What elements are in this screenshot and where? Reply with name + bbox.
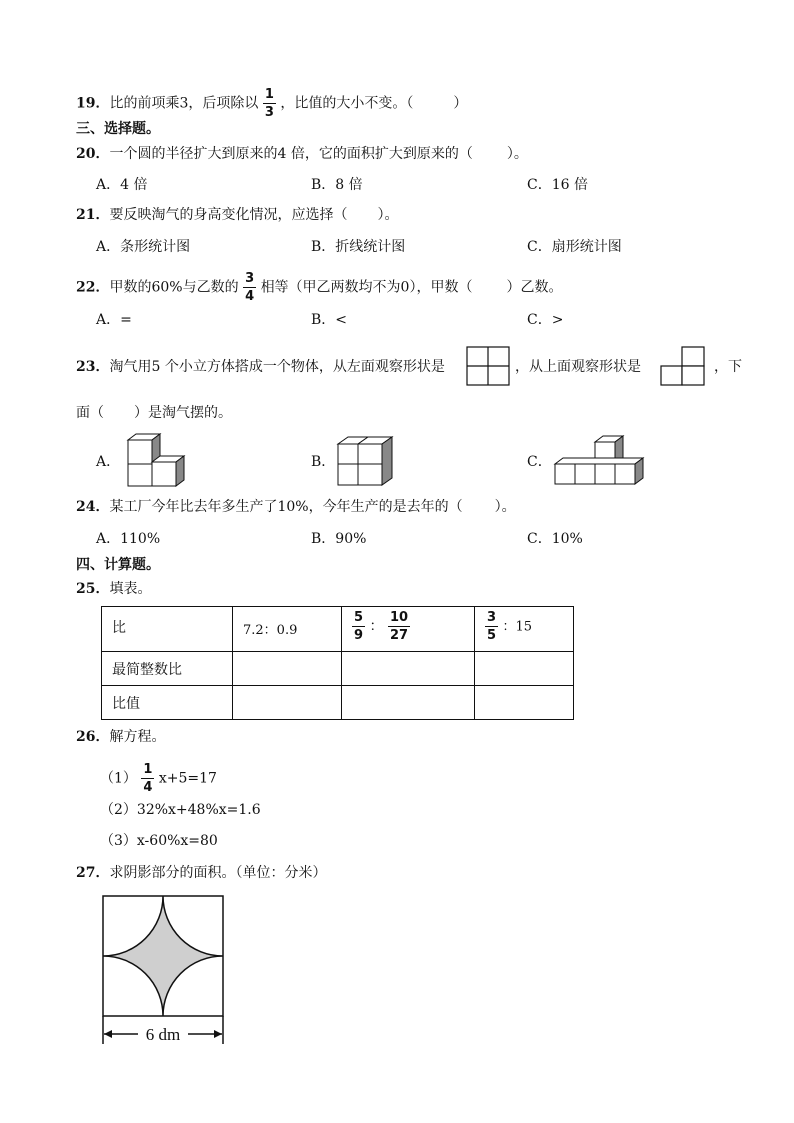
- ratio-cell-1: 7.2：0.9: [233, 607, 342, 652]
- q22-text-b: 相等（甲乙两数均不为0），甲数（: [260, 279, 473, 296]
- fraction: $\frac{1}{3}$: [264, 87, 274, 120]
- ratio-cell-2: [342, 607, 475, 652]
- section-heading-calc: 四、计算题。: [76, 557, 160, 573]
- top-view-figure: [660, 346, 706, 386]
- paren-close: ）: [453, 95, 468, 112]
- section-heading-choice: 三、选择题。: [76, 121, 160, 137]
- question-number: 26．: [76, 729, 110, 745]
- equation-2: （2）32%x+48%x=1.6: [100, 802, 261, 818]
- table-row: [102, 652, 574, 686]
- fraction: $\frac{10}{27}$: [389, 610, 409, 643]
- q26-text: 解方程。: [109, 729, 166, 745]
- q21-option-b[interactable]: B．折线统计图: [311, 239, 406, 255]
- table-row: [102, 607, 574, 652]
- q23-line2: [76, 406, 232, 420]
- answer-cell[interactable]: [475, 652, 574, 686]
- cube-figure-a[interactable]: [124, 432, 192, 488]
- paren-close: ）。: [494, 499, 516, 515]
- q21-option-c[interactable]: C．扇形统计图: [527, 239, 622, 255]
- eq-label: （1）: [100, 770, 137, 787]
- q23-option-b[interactable]: B．: [311, 454, 336, 470]
- answer-cell[interactable]: [233, 652, 342, 686]
- ratio-rest: ：15: [502, 619, 533, 635]
- question-number: 20．: [76, 146, 110, 162]
- q24-text: 某工厂今年比去年多生产了10%，今年生产的是去年的（: [109, 499, 463, 515]
- q25-text: 填表。: [109, 581, 152, 597]
- q20-text: 一个圆的半径扩大到原来的4 倍，它的面积扩大到原来的（: [109, 146, 473, 162]
- cube-figure-c[interactable]: [553, 434, 649, 486]
- q23-text-c: ，下: [714, 359, 742, 375]
- dimension-label: 6 dm: [145, 1025, 181, 1044]
- question-number: 22．: [76, 279, 110, 296]
- row-label: 比值: [102, 686, 233, 720]
- row-label: 比: [102, 607, 233, 652]
- q24-option-c[interactable]: C．10%: [527, 531, 583, 547]
- q19-text-b: ，比值的大小不变。（: [280, 95, 414, 112]
- q24-option-b[interactable]: B．90%: [311, 531, 367, 547]
- ratio-table: [101, 606, 574, 720]
- question-number: 27．: [76, 865, 110, 881]
- cube-figure-b[interactable]: [334, 434, 396, 488]
- q21-option-a[interactable]: A．条形统计图: [96, 239, 191, 255]
- answer-cell[interactable]: [342, 686, 475, 720]
- ratio-sep: ：: [369, 618, 384, 635]
- eq-text: x+5=17: [158, 770, 217, 787]
- left-view-figure: [466, 346, 510, 386]
- fraction: $\frac{3}{5}$: [487, 610, 497, 643]
- table-row: [102, 686, 574, 720]
- q23-text-a: 淘气用5 个小立方体搭成一个物体，从左面观察形状是: [109, 359, 445, 375]
- q23-option-a[interactable]: A．: [96, 454, 121, 470]
- q24-option-a[interactable]: A．110%: [96, 531, 161, 547]
- q20-option-b[interactable]: B．8 倍: [311, 177, 363, 193]
- q23-text-b: ，从上面观察形状是: [515, 359, 641, 375]
- q24: [76, 500, 516, 514]
- paren-close: ）。: [506, 146, 528, 162]
- paren-close: ）乙数。: [506, 279, 563, 296]
- equation-1: [100, 763, 217, 794]
- q27: [76, 866, 326, 880]
- answer-cell[interactable]: [475, 686, 574, 720]
- q19-text-a: 比的前项乘3，后项除以: [109, 95, 259, 112]
- q23-line2-text: 面（: [76, 405, 104, 421]
- q20-option-c[interactable]: C．16 倍: [527, 177, 588, 193]
- q21-text: 要反映淘气的身高变化情况，应选择（: [109, 207, 348, 223]
- q27-text: 求阴影部分的面积。（单位：分米）: [109, 865, 327, 881]
- paren-close: ）。: [377, 207, 399, 223]
- q25: [76, 582, 151, 596]
- q23: [76, 360, 445, 374]
- fraction: $\frac{3}{4}$: [245, 271, 255, 304]
- q20-option-a[interactable]: A．4 倍: [96, 177, 148, 193]
- q22-option-b[interactable]: B．<: [311, 312, 348, 328]
- q22-option-c[interactable]: C．>: [527, 312, 564, 328]
- question-number: 21．: [76, 207, 110, 223]
- question-number: 24．: [76, 499, 110, 515]
- q26: [76, 730, 165, 744]
- answer-cell[interactable]: [342, 652, 475, 686]
- q22-text-a: 甲数的60%与乙数的: [109, 279, 239, 296]
- q22: [76, 272, 562, 303]
- answer-cell[interactable]: [233, 686, 342, 720]
- equation-3: （3）x-60%x=80: [100, 833, 218, 849]
- row-label: 最简整数比: [102, 652, 233, 686]
- q23-option-c[interactable]: C．: [527, 454, 552, 470]
- q22-option-a[interactable]: A．=: [96, 312, 132, 328]
- fraction: $\frac{5}{9}$: [354, 610, 364, 643]
- ratio-cell-3: [475, 607, 574, 652]
- fraction: $\frac{1}{4}$: [143, 762, 153, 795]
- q21: [76, 208, 398, 222]
- shaded-area-figure: [98, 892, 228, 1052]
- q19: [76, 88, 467, 119]
- q23-line2-close: ）是淘气摆的。: [134, 405, 232, 421]
- q20: [76, 147, 528, 161]
- question-number: 19．: [76, 95, 110, 112]
- question-number: 25．: [76, 581, 110, 597]
- question-number: 23．: [76, 359, 110, 375]
